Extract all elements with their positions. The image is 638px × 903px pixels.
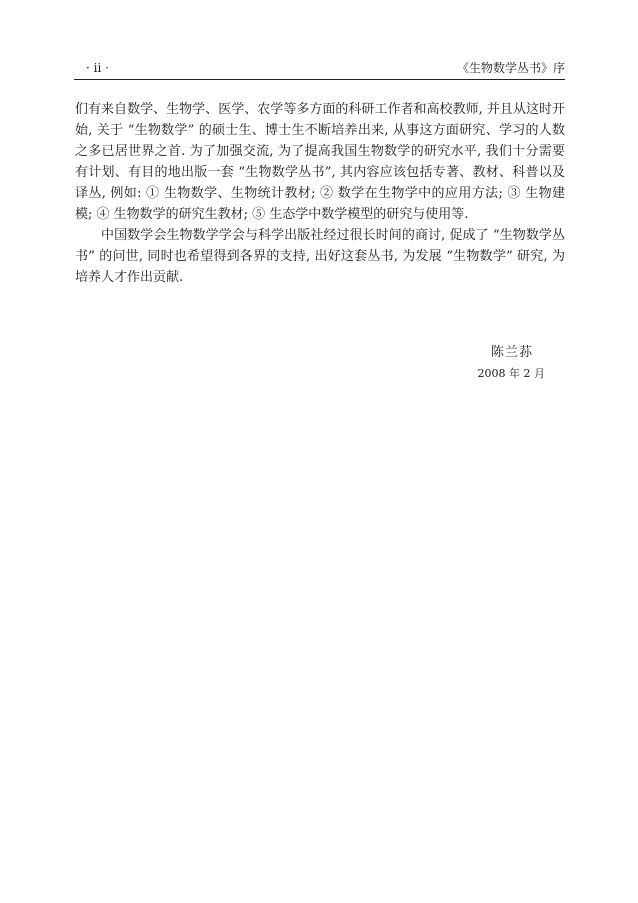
running-title: 《生物数学丛书》序: [456, 61, 565, 75]
running-header: [74, 58, 565, 78]
author-name: 陈兰荪: [490, 345, 533, 360]
header-rule: [74, 79, 565, 80]
page-number: · ii ·: [86, 61, 109, 75]
paragraph-publication-note: 中国数学会生物数学学会与科学出版社经过很长时间的商讨, 促成了 “生物数学丛书” 的问世, 同时也希望得到各界的支持, 出好这套丛书, 为发展 “生物数学” 研究, 为培养人才作出贡献.: [75, 228, 565, 285]
signature-date: 2008 年 2 月: [477, 367, 545, 380]
body-text: [75, 99, 565, 288]
paragraph-continuation: 们有来自数学、生物学、医学、农学等多方面的科研工作者和高校教师, 并且从这时开始, 关于 “生物数学” 的硕士生、博士生不断培养出来, 从事这方面研究、学习的人数之多已居世界之首. 为了加强交流, 为了提高我国生物数学的研究水平, 我们十分需要有计划、有目的地出版一套 “生物数学丛书”, 其内容应该包括专著、教材、科普以及译丛, 例如: ① 生物数学、生物统计教材; ② 数学在生物学中的应用方法; ③ 生物建模; ④ 生物数学的研究生教材; ⑤ 生态学中数学模型的研究与使用等.: [75, 102, 565, 222]
signature-block: [478, 343, 545, 383]
